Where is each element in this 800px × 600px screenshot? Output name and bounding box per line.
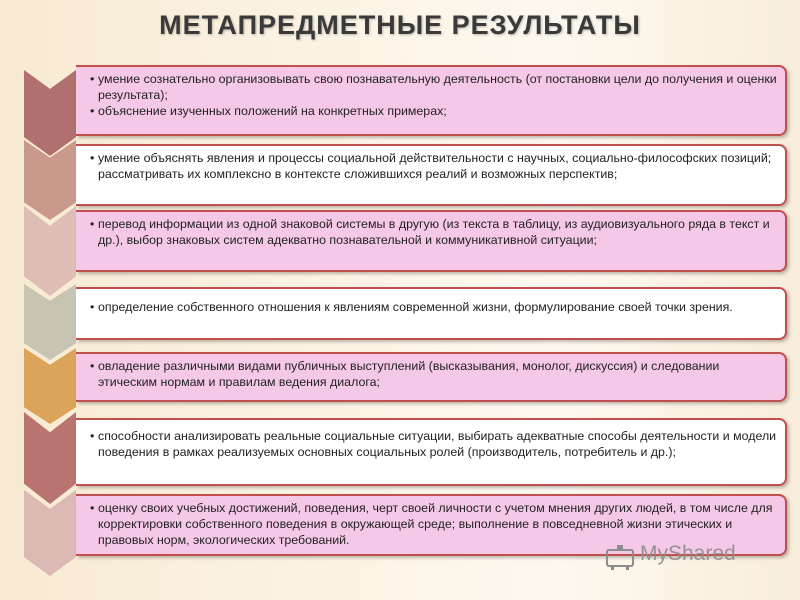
result-item: • умение сознательно организовывать свою познавательную деятельность (от постановки цели до получения и оценки результата); — [84, 71, 777, 103]
result-box-2 — [76, 144, 787, 206]
watermark-text: MyShared — [640, 542, 736, 565]
chevron-1 — [24, 70, 76, 156]
result-box-4 — [76, 287, 787, 340]
result-box-1 — [76, 65, 787, 136]
chevron-6 — [24, 412, 76, 504]
result-item: • овладение различными видами публичных выступлений (высказывания, монолог, дискуссия) и следовании этическим нормам и правилам ведения диалога; — [84, 358, 777, 390]
result-item: • способности анализировать реальные социальные ситуации, выбирать адекватные способы деятельности и модели поведения в рамках реализуемых основных социальных ролей (производитель, потребитель и др.); — [84, 428, 777, 460]
myshared-logo-icon — [605, 542, 635, 570]
result-item: • умение объяснять явления и процессы социальной действительности с научных, социально-философских позиций; рассматривать их комплексно в контексте сложившихся реалий и возможных перспектив; — [84, 150, 777, 182]
result-item: • оценку своих учебных достижений, поведения, черт своей личности с учетом мнения других людей, в том числе для корректировки собственного поведения в окружающей среде; выполнение в повседневной жизни этических и правовых норм, экологических требований. — [84, 500, 777, 548]
result-item: • определение собственного отношения к явлениям современной жизни, формулирование своей точки зрения. — [84, 299, 777, 315]
result-item: • перевод информации из одной знаковой системы в другую (из текста в таблицу, из аудиовизуального ряда в текст и др.), выбор знаковых систем адекватно познавательной и коммуникативной ситуации; — [84, 216, 777, 248]
result-item: • объяснение изученных положений на конкретных примерах; — [84, 103, 777, 119]
result-box-3 — [76, 210, 787, 272]
result-box-5 — [76, 352, 787, 402]
slide-title: МЕТАПРЕДМЕТНЫЕ РЕЗУЛЬТАТЫ — [159, 10, 641, 40]
result-box-6 — [76, 418, 787, 486]
